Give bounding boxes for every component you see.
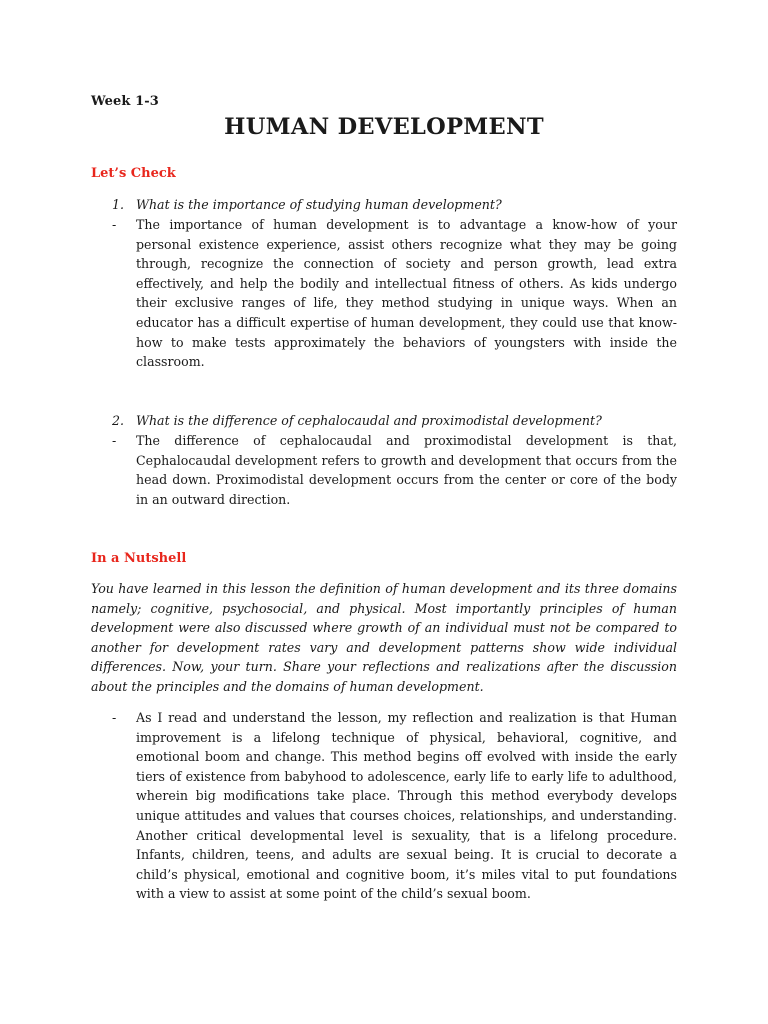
nutshell-heading: In a Nutshell <box>91 551 187 566</box>
answer-2 <box>112 431 677 509</box>
question-number: 2. <box>112 413 125 428</box>
page-title: HUMAN DEVELOPMENT <box>224 114 544 140</box>
bullet-dash: - <box>112 710 117 725</box>
reflection-response <box>112 708 677 904</box>
question-2 <box>112 411 692 431</box>
response-text: As I read and understand the lesson, my reflection and realization is that Human improvement is a lifelong technique of physical, behavioral, cognitive, and emotional boom and change. This method begins off evolved with inside the early tiers of existence from babyhood to adolescence, early life to early life to adulthood, wherein big modifications take place. Through this method everybody develops unique attitudes and values that courses choices, relationships, and understanding. Another critical developmental level is sexuality, that is a lifelong procedure. Infants, children, teens, and adults are sexual being. It is crucial to decorate a child’s physical, emotional and cognitive boom, it’s miles vital to put foundations with a view to assist at some point of the child’s sexual boom. <box>136 710 677 902</box>
question-number: 1. <box>112 197 125 212</box>
question-text: What is the difference of cephalocaudal and proximodistal development? <box>136 413 602 428</box>
answer-1 <box>112 215 677 372</box>
lets-check-heading: Let’s Check <box>91 166 176 181</box>
answer-text: The difference of cephalocaudal and proximodistal development is that, Cephalocaudal development refers to growth and development that occurs from the head down. Proximodistal development occurs from the center or core of the body in an outward direction. <box>136 433 677 507</box>
nutshell-prompt: You have learned in this lesson the definition of human development and its three domains namely; cognitive, psychosocial, and physical. Most importantly principles of human development were also discussed where growth of an individual must not be compared to another for development rates vary and development patterns show wide individual differences. Now, your turn. Share your reflections and realizations after the discussion about the principles and the domains of human development. <box>91 581 677 694</box>
question-text: What is the importance of studying human development? <box>136 197 502 212</box>
question-1 <box>112 195 692 215</box>
bullet-dash: - <box>112 433 117 448</box>
answer-text: The importance of human development is to advantage a know-how of your personal existence experience, assist others recognize what they may be going through, recognize the connection of society and person growth, lead extra effectively, and help the bodily and intellectual fitness of others. As kids undergo their exclusive ranges of life, they method studying in unique ways. When an educator has a difficult expertise of human development, they could use that know-how to make tests approximately the behaviors of youngsters with inside the classroom. <box>136 217 677 370</box>
bullet-dash: - <box>112 217 117 232</box>
week-label: Week 1-3 <box>91 94 159 109</box>
